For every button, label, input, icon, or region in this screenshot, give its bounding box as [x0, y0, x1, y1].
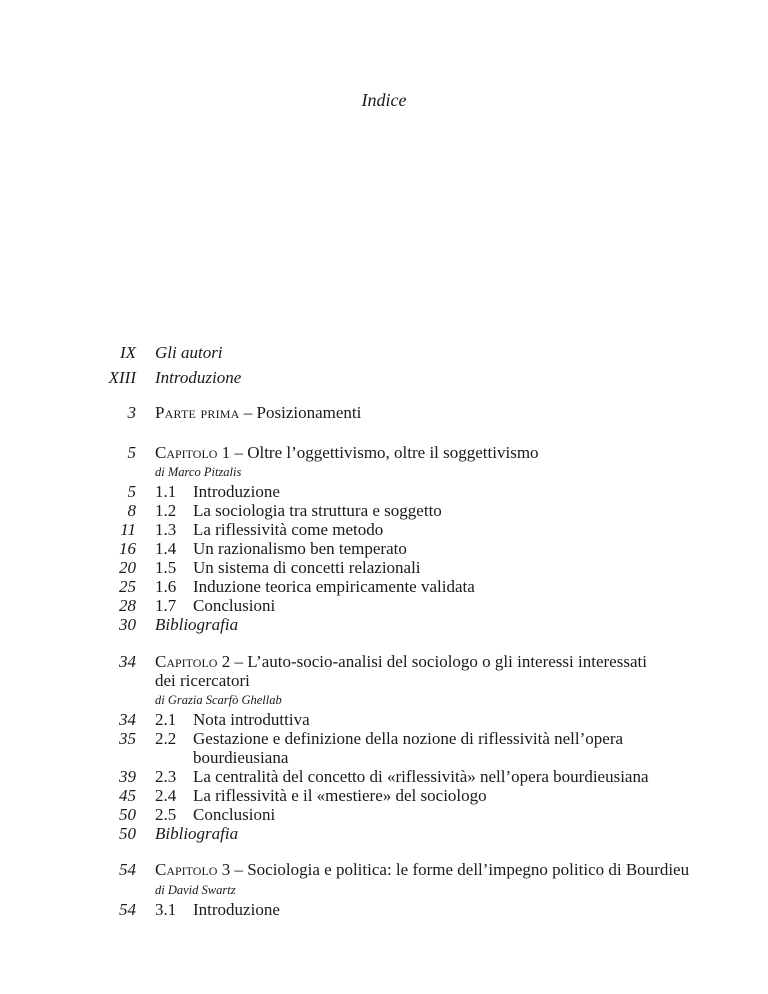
- part-title: Parte prima – Posizionamenti: [155, 403, 362, 422]
- section-title: 3.1 Introduzione: [155, 900, 280, 919]
- section-title: 2.4 La riflessività e il «mestiere» del sociologo: [155, 786, 487, 805]
- section-title: 1.2 La sociologia tra struttura e soggetto: [155, 501, 442, 520]
- page-number: 5: [127, 443, 136, 462]
- section-title: 1.5 Un sistema di concetti relazionali: [155, 558, 421, 577]
- page-number: 30: [119, 615, 136, 634]
- page-number: 3: [127, 403, 136, 422]
- chapter-title-line2: dei ricercatori: [155, 671, 250, 690]
- page-number: 50: [119, 805, 136, 824]
- chapter-title: Capitolo 3 – Sociologia e politica: le forme dell’impegno politico di Bourdieu: [155, 860, 690, 879]
- page-number: 28: [119, 596, 136, 615]
- page-number: 16: [119, 539, 136, 558]
- page-number: 54: [119, 900, 136, 919]
- section-title: 2.5 Conclusioni: [155, 805, 276, 824]
- page-number: 45: [119, 786, 136, 805]
- page-number: IX: [119, 343, 136, 362]
- chapter-author: di Grazia Scarfò Ghellab: [155, 693, 282, 707]
- section-title: 1.7 Conclusioni: [155, 596, 276, 615]
- section-title: 1.1 Introduzione: [155, 482, 280, 501]
- chapter-author: di Marco Pitzalis: [155, 465, 242, 479]
- section-title-line2: bourdieusiana: [193, 748, 289, 767]
- bibliography-title: Bibliografia: [155, 615, 239, 634]
- page-title: Indice: [361, 90, 407, 110]
- page-number: XIII: [108, 368, 136, 387]
- chapter-author: di David Swartz: [155, 883, 236, 897]
- section-title: 1.6 Induzione teorica empiricamente validata: [155, 577, 475, 596]
- page-number: 34: [119, 710, 136, 729]
- page-number: 20: [119, 558, 136, 577]
- chapter-title: Capitolo 2 – L’auto-socio-analisi del sociologo o gli interessi interessati: [155, 652, 647, 671]
- page-number: 50: [119, 824, 136, 843]
- entry-title: Introduzione: [155, 368, 242, 387]
- page-number: 54: [119, 860, 136, 879]
- page-number: 11: [120, 520, 136, 539]
- section-title: 1.3 La riflessività come metodo: [155, 520, 384, 539]
- section-title: 1.4 Un razionalismo ben temperato: [155, 539, 407, 558]
- page-number: 8: [127, 501, 136, 520]
- bibliography-title: Bibliografia: [155, 824, 239, 843]
- page-number: 35: [119, 729, 136, 748]
- page-number: 5: [127, 482, 136, 501]
- chapter-title: Capitolo 1 – Oltre l’oggettivismo, oltre il soggettivismo: [155, 443, 539, 462]
- page-number: 39: [119, 767, 136, 786]
- page-number: 25: [119, 577, 136, 596]
- section-title: 2.1 Nota introduttiva: [155, 710, 310, 729]
- section-title: 2.2 Gestazione e definizione della nozione di riflessività nell’opera: [155, 729, 624, 748]
- entry-title: Gli autori: [155, 343, 223, 362]
- section-title: 2.3 La centralità del concetto di «riflessività» nell’opera bourdieusiana: [155, 767, 649, 786]
- page-number: 34: [119, 652, 136, 671]
